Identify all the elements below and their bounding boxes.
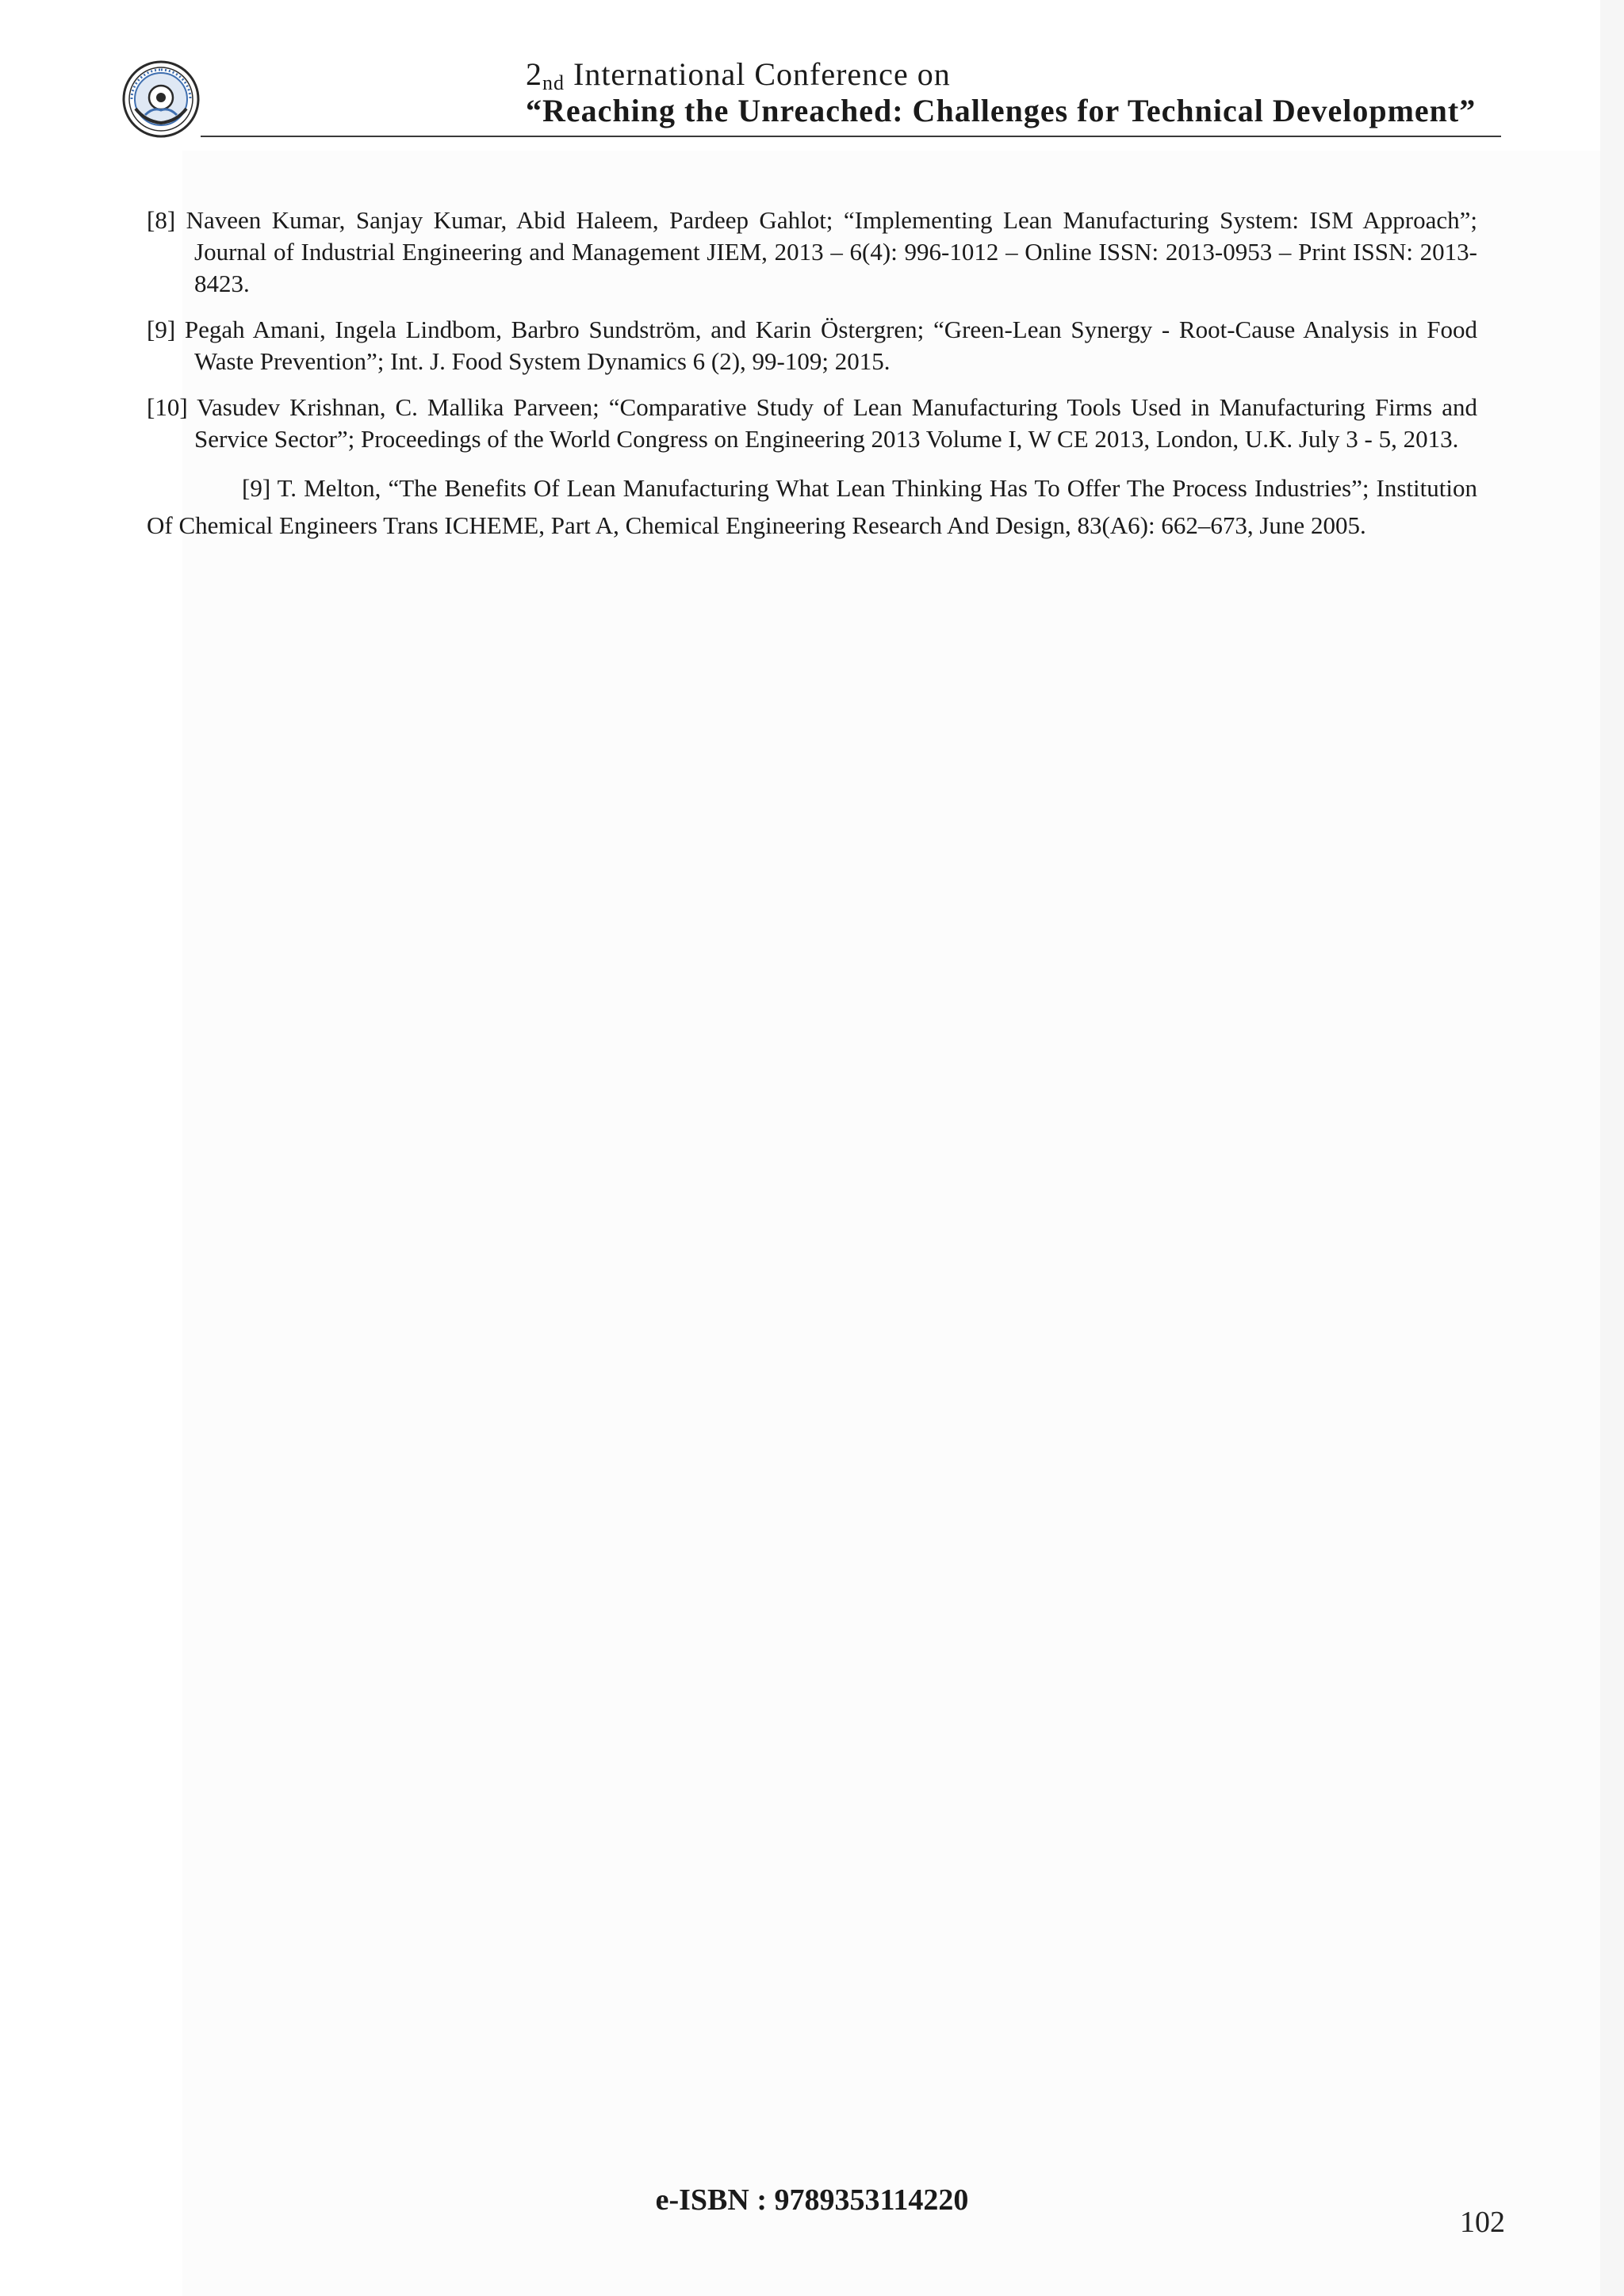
page-number: 102 [1460,2206,1505,2239]
conference-title-text: International Conference on [565,56,951,92]
reference-item [147,392,1477,455]
header-divider [201,136,1501,137]
reference-label: [9] [147,316,176,343]
reference-item [147,314,1477,377]
reference-label: [8] [147,206,176,234]
reference-text: Naveen Kumar, Sanjay Kumar, Abid Haleem, Pardeep Gahlot; “Implementing Lean Manufacturing System: ISM Approach”; Journal of Industrial Engineering and Management JIEM, 2013 – 6(4): 996-1012 – Online ISSN: 2013-0953 – Print ISSN: 2013-8423. [186,206,1478,297]
reference-list [147,205,1477,544]
reference-item [147,469,1477,544]
reference-text: Pegah Amani, Ingela Lindbom, Barbro Sundström, and Karin Östergren; “Green-Lean Synergy - Root-Cause Analysis in Food Waste Prevention”; Int. J. Food System Dynamics 6 (2), 99-109; 2015. [184,316,1478,375]
conference-ordinal-number: 2 [526,56,542,92]
page-edge-shading [1600,0,1624,2296]
reference-item [147,205,1477,300]
isbn-footer: e-ISBN : 9789353114220 [655,2183,969,2217]
reference-text: Vasudev Krishnan, C. Mallika Parveen; “Comparative Study of Lean Manufacturing Tools Used in Manufacturing Firms and Service Sector”; Proceedings of the World Congress on Engineering 2013 Volume I, W CE 2013, London, U.K. July 3 - 5, 2013. [194,393,1477,453]
conference-seal-logo-icon [121,59,201,139]
reference-label: [9] [242,474,271,502]
conference-theme: “Reaching the Unreached: Challenges for Technical Development” [526,93,1477,128]
reference-label: [10] [147,393,188,421]
reference-text: T. Melton, “The Benefits Of Lean Manufacturing What Lean Thinking Has To Offer The Process Industries”; Institution Of Chemical Engineers Trans ICHEME, Part A, Chemical Engineering Research And Design, 83(A6): 662–673, June 2005. [147,474,1478,539]
conference-ordinal-suffix: nd [542,71,565,94]
